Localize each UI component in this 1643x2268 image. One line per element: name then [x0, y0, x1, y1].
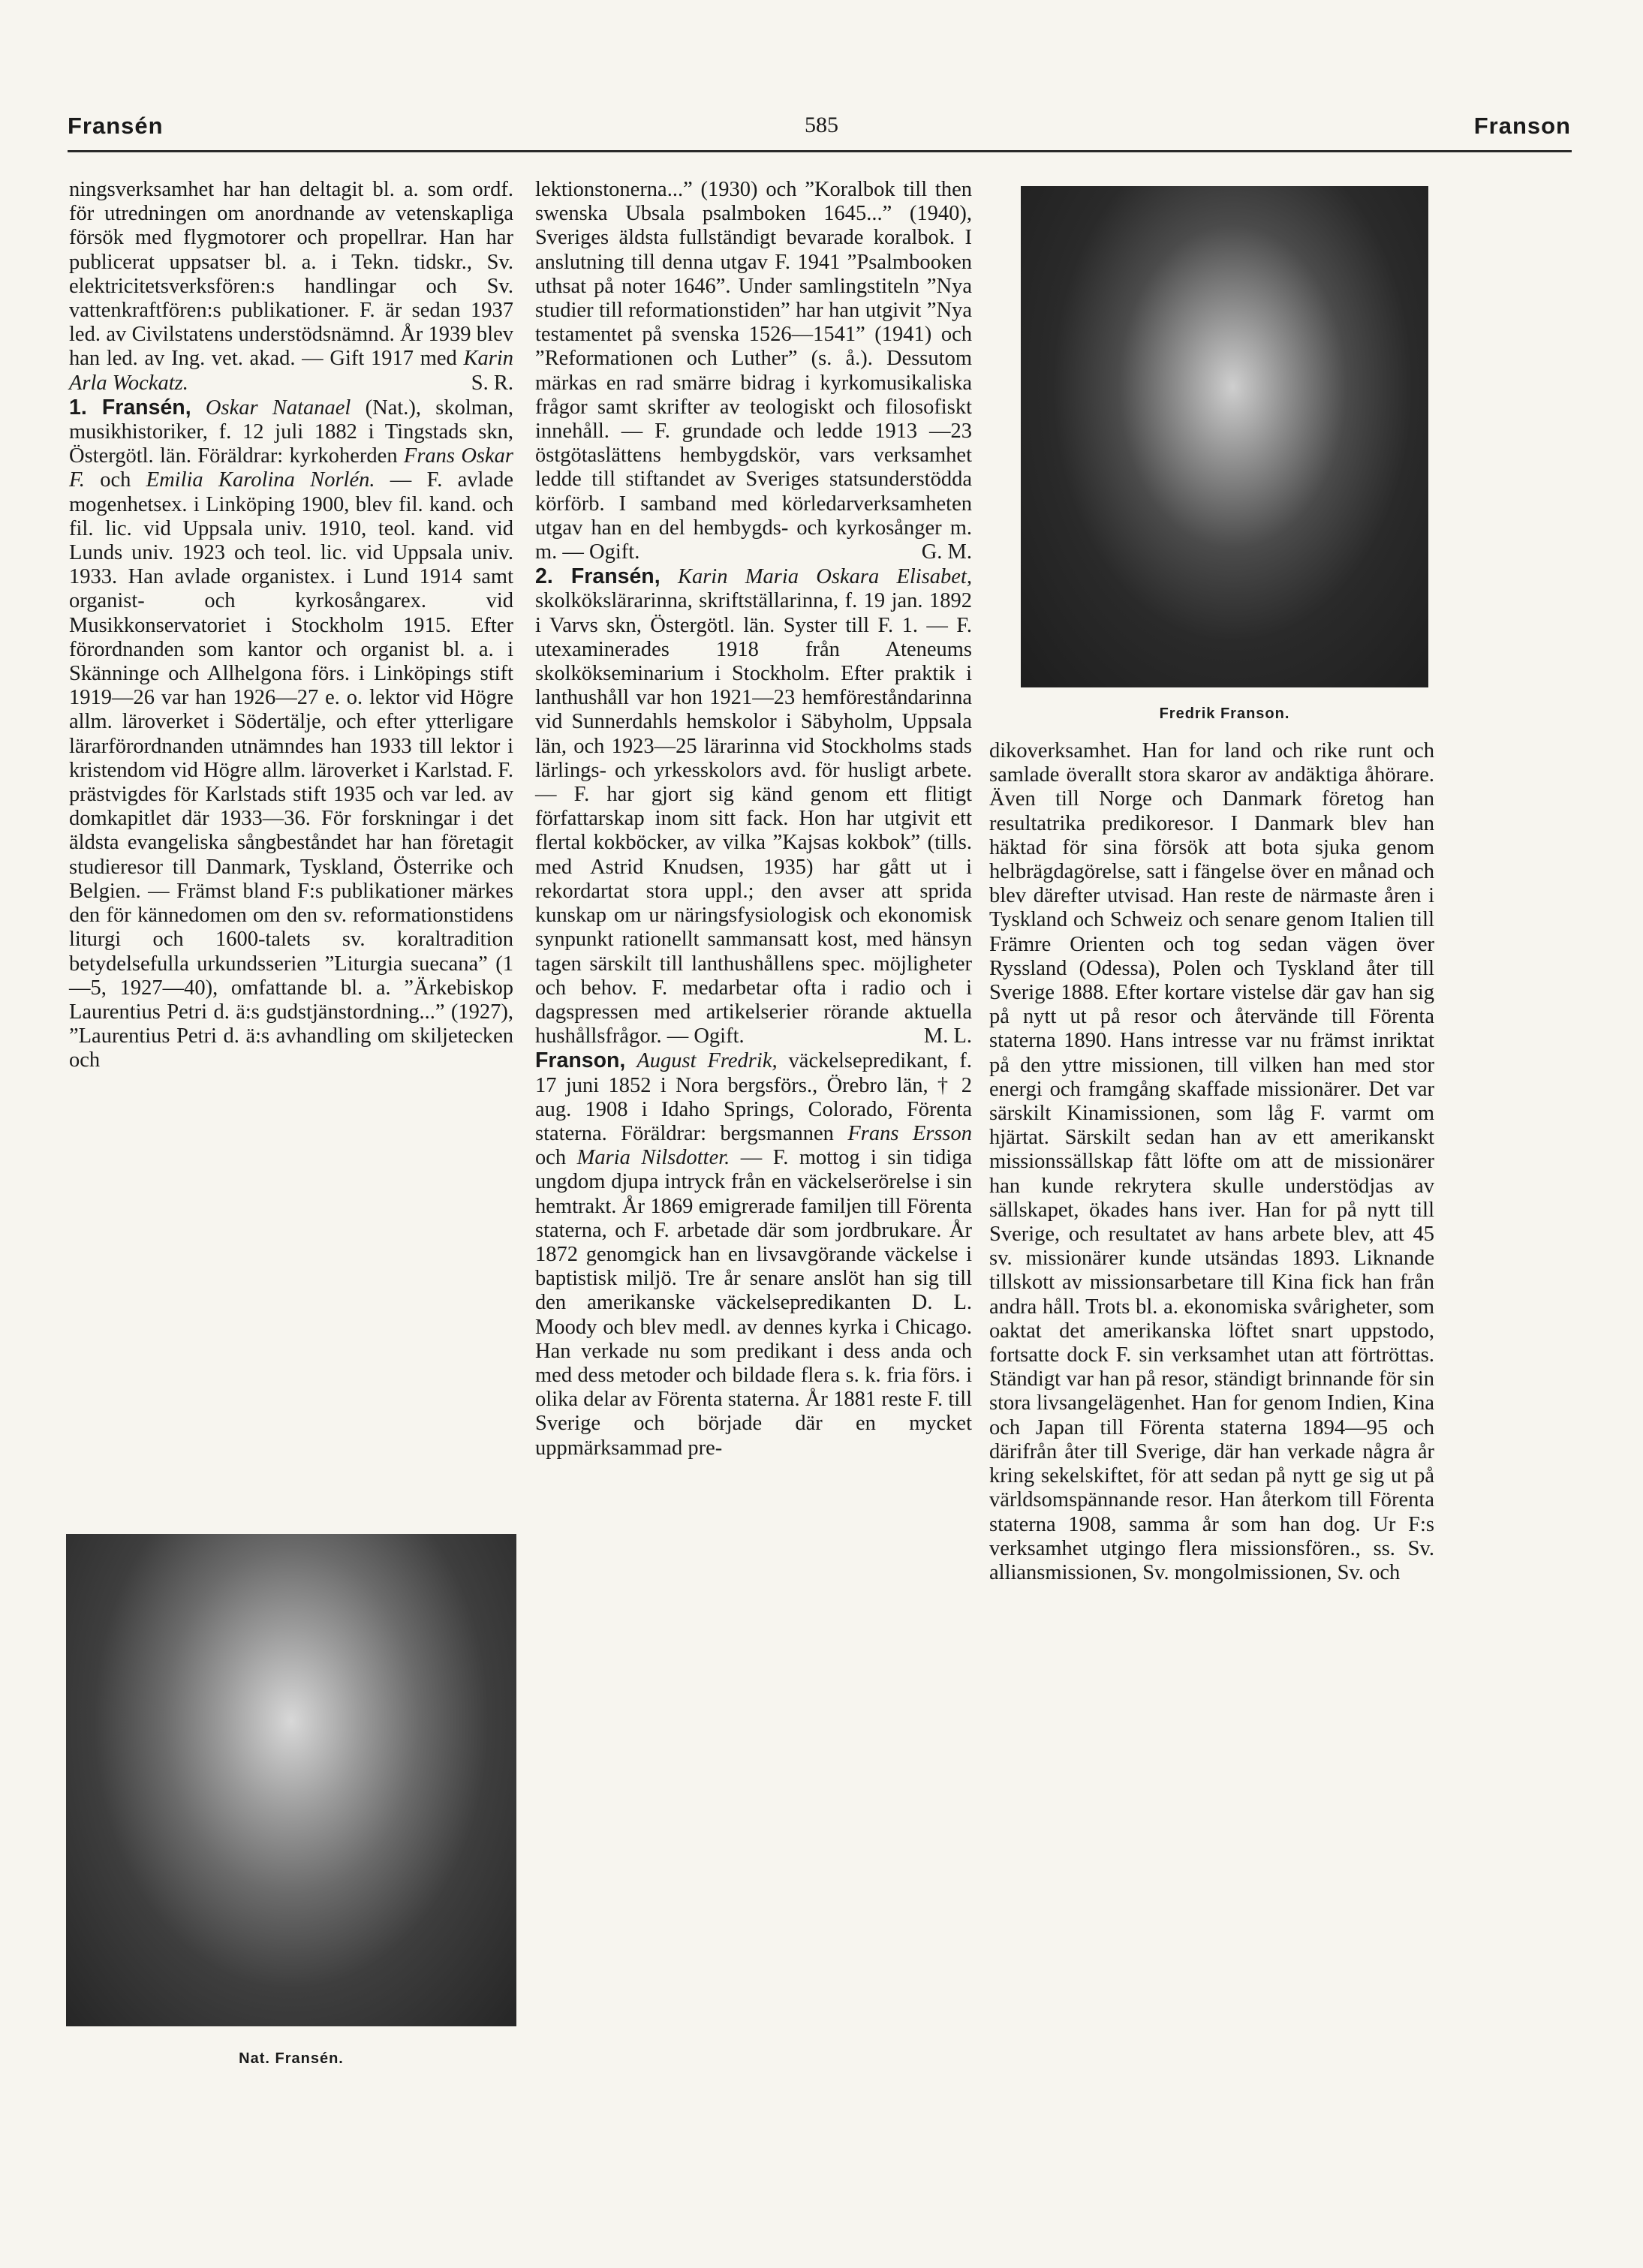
entry-text: väckelsepredikant, f. 17 juni 1852 i Nora bergsförs., Örebro län, † 2 aug. 1908 i Idaho Springs, Colorado, Förenta staterna. Föräldrar: bergsmannen: [535, 1049, 972, 1145]
entry-fredrik-continued: dikoverksamhet. Han for land och rike runt och samlade överallt stora skaror av andäktiga åhörare. Även till Norge och Danmark företog han resultatrika predikoresor. I Danmark blev han häktad för sina försök att bota sjuka genom helbrägdagörelse, satt i fängelse över en månad och blev därefter utvisad. Han reste de närmaste åren i Tyskland och Schweiz och senare genom Italien till Främre Orienten och tog sedan vägen över Ryssland (Odessa), Polen och Tyskland åter till Sverige 1888. Efter kortare vistelse där gav han sig på nytt ut på resor och återvände till Förenta staterna 1890. Hans intresse var nu främst inriktat på den yttre missionen, till vilken han med stor energi och framgång skaffade missionärer. Det var särskilt Kinamissionen, som låg F. varmt om hjärtat. Särskilt sedan han av ett amerikanskt missionssällskap fått löfte om att de missionärer han kunde rekrytera skulle understödjas av sällskapet, ökades hans iver. Han for på nytt till Sverige, och resultatet av hans arbete blev, att 45 sv. missionärer kunde utsändas 1893. Liknande tillskott av missionsarbetare till Kina fick han från andra håll. Trots bl. a. ekonomiska svårigheter, som oaktat det amerikanska löftet snart uppstodo, fortsatte dock F. sin verksamhet utan att förtröttas. Ständigt var han på resor, ständigt brinnande för sin stora livsangelägenhet. Han for genom Indien, Kina och Japan till Förenta staterna 1894—95 och därifrån åter till Sverige, där han verkade några år kring sekelskiftet, för att sedan på nytt ge sig ut på världsomspännande resor. Han återkom till Förenta staterna 1908, samma år som han dog. Ur F:s verksamhet utgingo flera missionsfören., ss. Sv. alliansmissionen, Sv. mongolmissionen, Sv. och: [989, 739, 1434, 1584]
author-signature: S. R.: [471, 371, 513, 395]
column-2: [535, 178, 972, 1460]
entry-text: — F. avlade mogenhetsex. i Linköping 1900, blev fil. kand. och fil. lic. vid Uppsala univ. 1910, teol. kand. vid Lunds univ. 1923 och teol. lic. vid Uppsala univ. 1933. Han avlade organistex. i Lund 1914 samt organist- och kyrkosångarex. vid Musikkonservatoriet i Stockholm 1915. Efter förordnanden som kantor och organist bl. a. i Skänninge och Allhelgona förs. i Linköpings stift 1919—26 var han 1926—27 e. o. lektor vid Högre allm. läroverket i Södertälje, och efter ytterligare lärarförordnanden utnämndes han 1933 till lektor i kristendom vid Högre allm. läroverket i Karlstad. F. prästvigdes för Karlstads stift 1935 och var led. av domkapitlet där 1933—36. För forskningar i det äldsta evangeliska sångbeståndet har han företagit studieresor till Danmark, Tyskland, Österrike och Belgien. — Främst bland F:s publikationer märkes den för kännedomen om den sv. reformationstidens liturgi och 1600-talets sv. koraltradition betydelsefulla urkundsserien ”Liturgia suecana” (1—5, 1927—40), omfattande bl. a. ”Ärkebiskop Laurentius Petri d. ä:s gudstjänstordning...” (1927), ”Laurentius Petri d. ä:s avhandling om skiljetecken och: [69, 468, 514, 1072]
column-3: [989, 739, 1434, 1585]
entry-text: och: [84, 468, 146, 492]
entry-text: och: [535, 1146, 577, 1170]
photo-caption: Nat. Fransén.: [239, 2050, 344, 2067]
column-1: [69, 178, 513, 1073]
photo-caption: Fredrik Franson.: [1159, 705, 1290, 722]
entry-name: 1. Fransén,: [69, 395, 191, 420]
entry-oskar-continued: [535, 178, 972, 564]
entry-fredrik-franson: [535, 1048, 972, 1460]
entry-nickname: (Nat.),: [365, 396, 422, 420]
intro-text: ningsverksamhet har han deltagit bl. a. som ordf. för utredningen om anordnande av vetenskapliga försök med flygmotorer och propellrar. Han har publicerat uppsatser bl. a. i Tekn. tidskr., Sv. elektricitetsverksfören:s handlingar och Sv. vattenkraftfören:s publikationer. F. är sedan 1937 led. av Civilstatens understödsnämnd. År 1939 blev han led. av Ing. vet. akad. — Gift 1917 med: [69, 178, 513, 371]
intro-wife-name: Karin Arla Wockatz.: [69, 347, 513, 395]
entry-given-names: Oskar Natanael: [205, 396, 351, 420]
running-head-left: Fransén: [68, 113, 164, 139]
entry-oskar-fransen: [69, 396, 513, 1073]
entry-karin-fransen: [535, 564, 972, 1048]
entry-given-names: August Fredrik,: [636, 1049, 778, 1073]
author-signature: G. M.: [921, 540, 972, 564]
entry-name: Franson,: [535, 1048, 626, 1073]
author-signature: M. L.: [923, 1024, 972, 1048]
parent-name: Frans Oskar F.: [69, 444, 513, 492]
page-number: 585: [805, 113, 838, 137]
portrait-photo-fredrik-franson: [1021, 186, 1428, 687]
parent-name: Frans Ersson: [847, 1121, 972, 1145]
entry-text: skolman, musikhistoriker, f. 12 juli 1882 i Tingstads skn, Östergötl. län. Föräldrar: kyrkoherden: [69, 396, 513, 468]
entry-text: lektionstonerna...” (1930) och ”Koralbok till then swenska Ubsala psalmboken 1645...” (1940), Sveriges äldsta fullständigt bevarade koralbok. I anslutning till denna utgav F. 1941 ”Psalmbooken uthsat på noter 1646”. Under samlingstiteln ”Nya studier till reformationstiden” har han utgivit ”Nya testamentet på svenska 1526—1541” (1941) och ”Reformationen och Luther” (s. å.). Dessutom märkas en rad smärre bidrag i kyrkomusikaliska frågor samt skrifter av teologiskt och filosofiskt innehåll. — F. grundade och ledde 1913 —23 östgötaslättens hembygdskör, vars verksamhet ledde till stiftandet av Sveriges statsunderstödda körförb. I samband med körledarverksamheten utgav han en del hembygds- och kyrkosånger m. m. — Ogift.: [535, 178, 972, 564]
parent-name: Emilia Karolina Norlén.: [146, 468, 375, 492]
entry-text: — F. mottog i sin tidiga ungdom djupa intryck från en väckelserörelse i sin hemtrakt. År 1869 emigrerade familjen till Förenta staterna, och F. arbetade där som jordbrukare. År 1872 genomgick han en livsavgörande väckelse i baptistisk miljö. Tre år senare anslöt han sig till den amerikanske väckelsepredikanten D. L. Moody och blev medl. av dennes kyrka i Chicago. Han verkade nu som predikant i dess anda och med dess metoder och bildade flera s. k. fria förs. i olika delar av Förenta staterna. År 1881 reste F. till Sverige och började där en mycket uppmärksammad pre-: [535, 1146, 973, 1460]
intro-paragraph: [69, 178, 513, 396]
running-head-right: Franson: [1473, 113, 1571, 139]
header-rule: [68, 150, 1572, 152]
entry-text: skolkökslärarinna, skriftställarinna, f. 19 jan. 1892 i Varvs skn, Östergötl. län. Syster till F. 1. — F. utexaminerades 1918 från Ateneums skolkökseminarium i Stockholm. Efter praktik i lanthushåll var hon 1921—23 hemföreståndarinna vid Sunnerdahls hemskolor i Säbyholm, Uppsala län, och 1923—25 lärarinna vid Stockholms stads lärlings- och yrkesskolors avd. för husligt arbete. — F. har gjort sig känd genom ett flitigt författarskap inom sitt fack. Hon har utgivit ett flertal kokböcker, av vilka ”Kajsas kokbok” (tills. med Astrid Knudsen, 1935) har gått ut i rekordartat stora uppl.; den avser att sprida kunskap om ur näringsfysiologisk och ekonomisk synpunkt rationellt sammansatt kost, med hänsyn tagen särskilt till lanthushållens spec. möjligheter och behov. F. medarbetar ofta i radio och i dagspressen med artikelserier rörande aktuella hushållsfrågor. — Ogift.: [535, 589, 972, 1048]
entry-name: 2. Fransén,: [535, 564, 661, 589]
portrait-photo-nat-fransen: [66, 1534, 516, 2026]
entry-given-names: Karin Maria Oskara Elisabet,: [677, 565, 973, 589]
parent-name: Maria Nilsdotter.: [576, 1146, 730, 1170]
